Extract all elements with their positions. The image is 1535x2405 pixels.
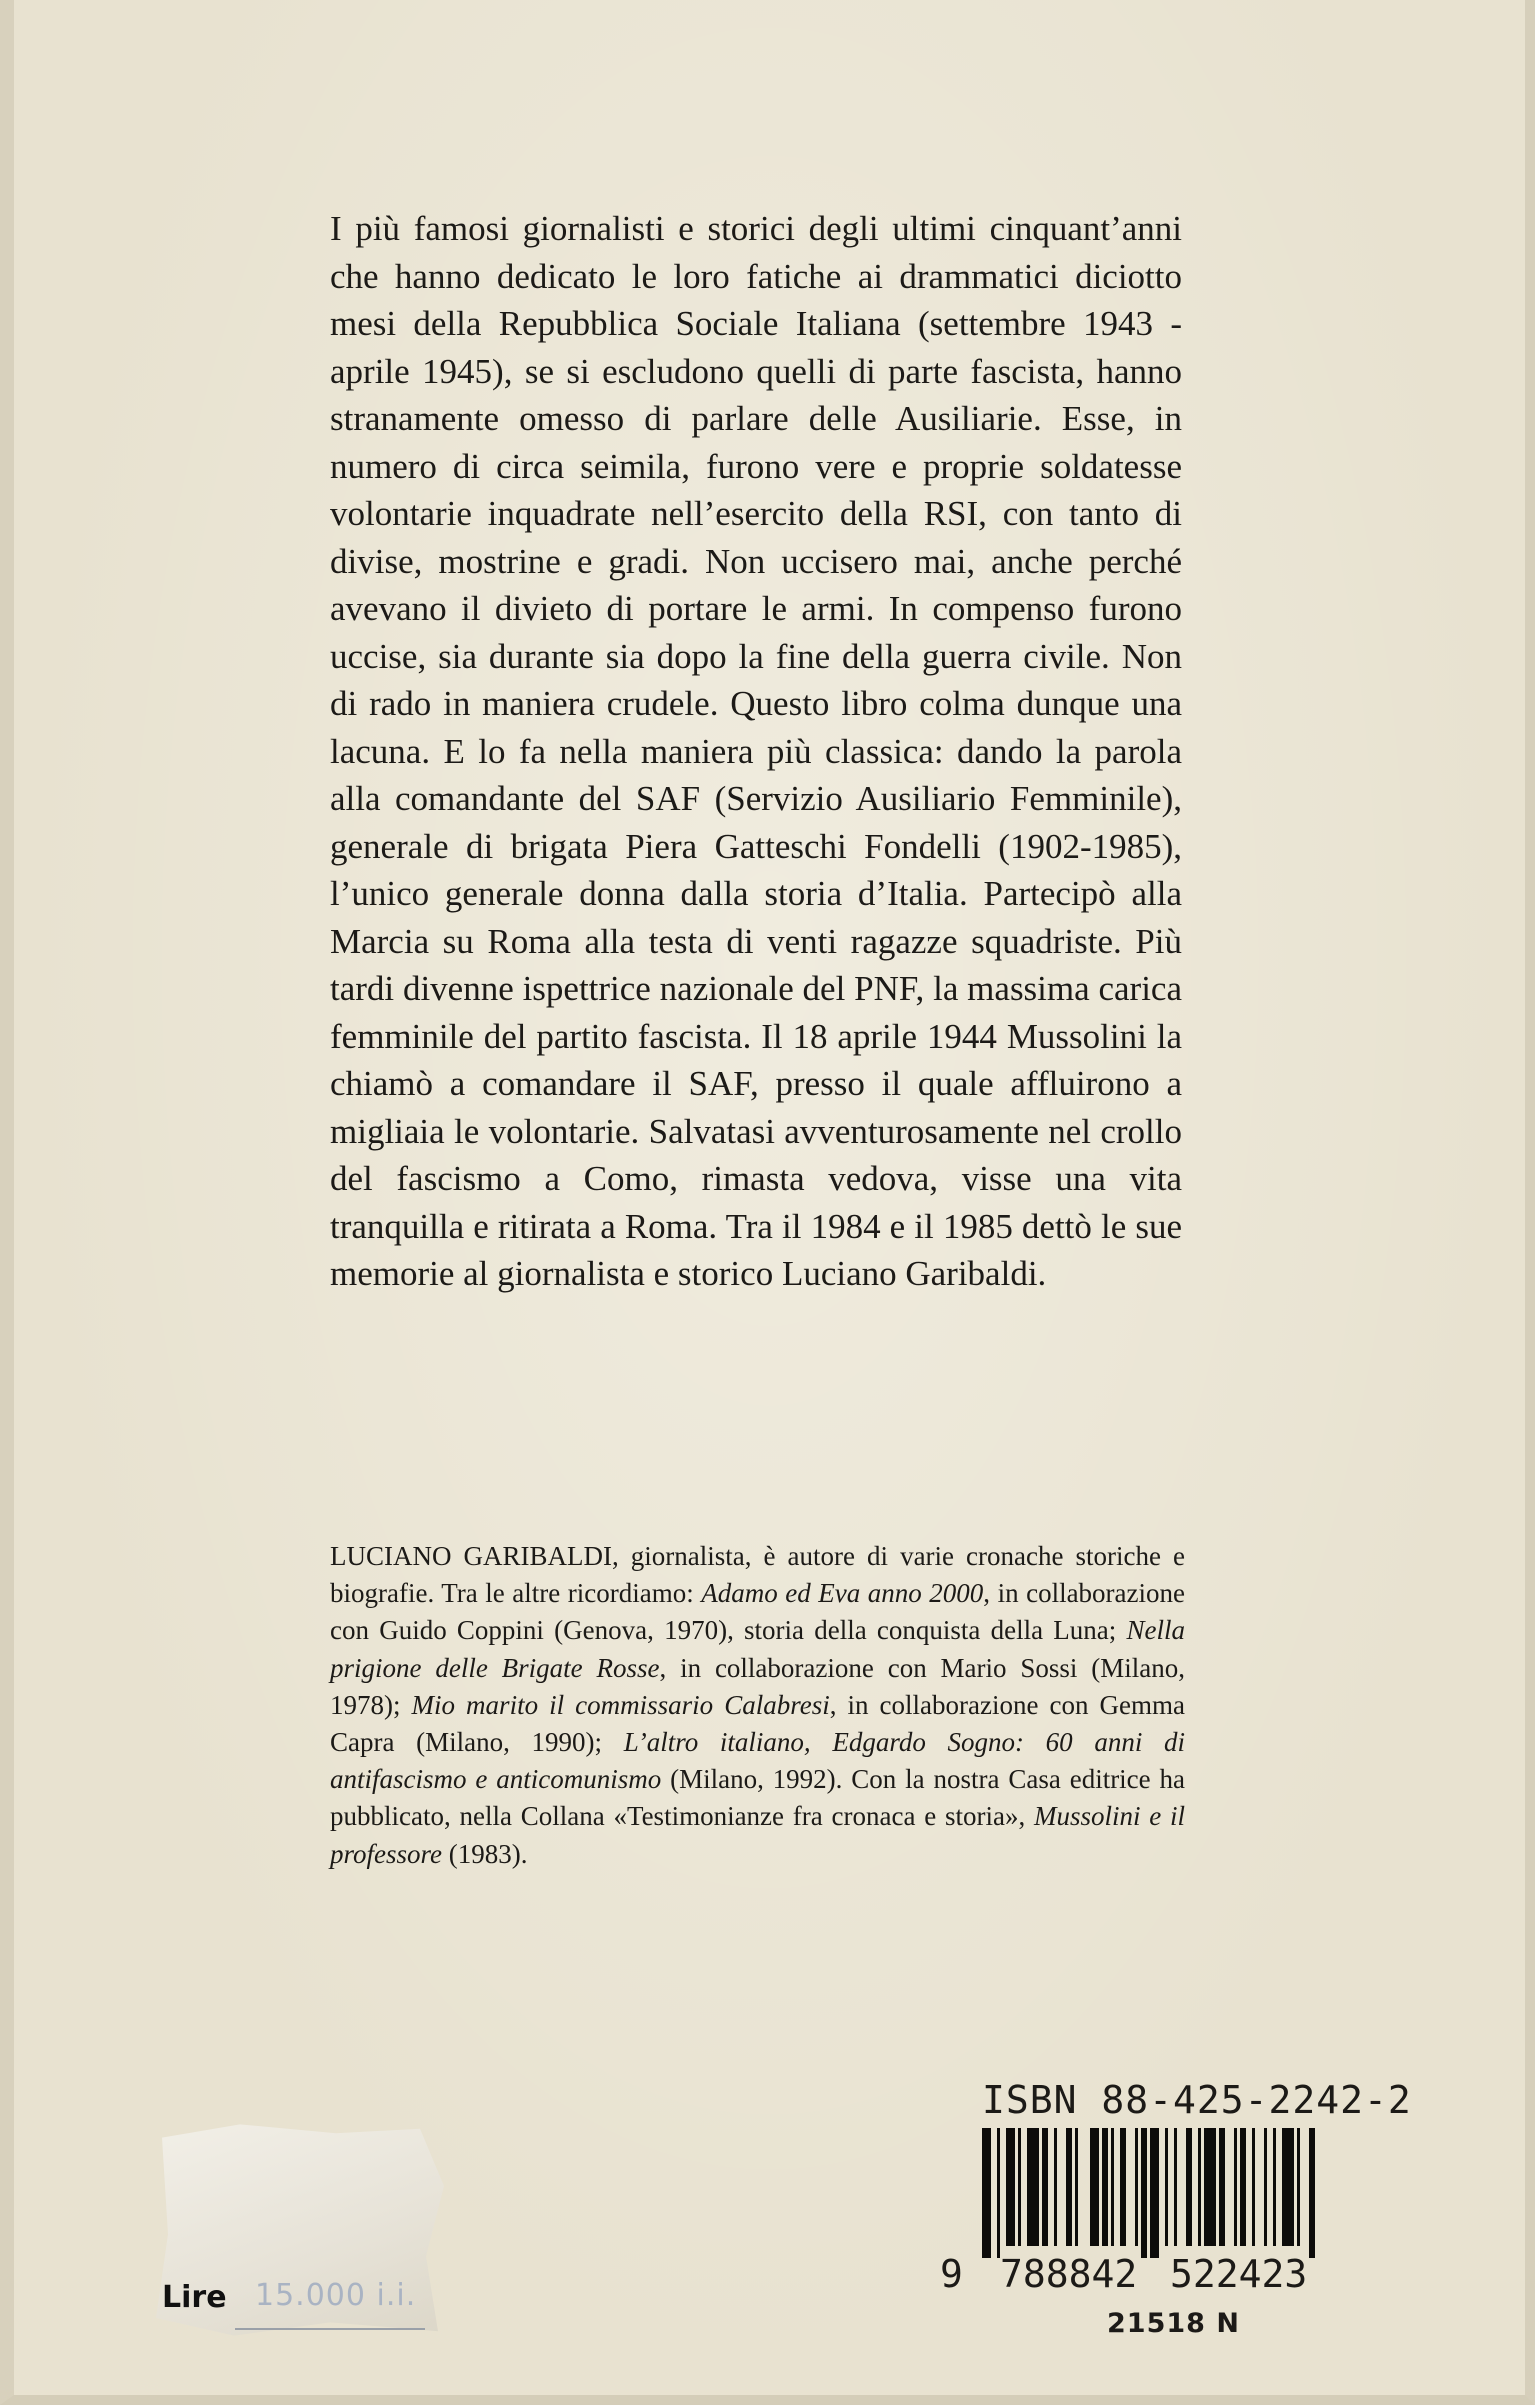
publisher-code: 21518 N (1107, 2308, 1240, 2339)
barcode-bar (1006, 2128, 1015, 2246)
barcode-bar (1219, 2128, 1225, 2246)
price-label: Lire (162, 2280, 227, 2315)
book-title: Nella prigione delle Brigate Rosse (330, 1615, 1185, 1683)
barcode-first-digit: 9 (940, 2252, 963, 2296)
barcode-bar (1240, 2128, 1246, 2246)
barcode-bar (1066, 2128, 1072, 2246)
barcode-left-digits: 788842 (1000, 2252, 1138, 2296)
barcode-bar (1141, 2128, 1147, 2258)
price-value: 15.000 i.i. (255, 2278, 417, 2313)
barcode-bar (1111, 2128, 1114, 2246)
isbn-label: ISBN 88-425-2242-2 (982, 2078, 1412, 2122)
bio-text: (Milano, 1992). Con la nostra Casa editrice ha pubblicato, nella Collana «Testimonianze fra cronaca e storia», (330, 1764, 1186, 1832)
barcode-bar (1135, 2128, 1138, 2246)
barcode-bar (1018, 2128, 1021, 2246)
barcode-bar (1252, 2128, 1255, 2246)
bio-text: (1983). (442, 1838, 528, 1869)
barcode-bar (1264, 2128, 1267, 2246)
barcode-bar (1150, 2128, 1159, 2258)
barcode-bar (1075, 2128, 1078, 2246)
barcode-bar (1120, 2128, 1126, 2246)
price-underline (235, 2328, 425, 2330)
barcode-bar (1282, 2128, 1294, 2246)
barcode-bar (1297, 2128, 1300, 2246)
bio-text: LUCIANO GARIBALDI, giornalista, è autore di varie cronache storiche e biografie. Tra le altre ricordiamo: (330, 1541, 1185, 1609)
barcode-bar (1027, 2128, 1039, 2246)
barcode-bar (1309, 2128, 1315, 2258)
author-bio (330, 1538, 1185, 1873)
barcode-bar (1204, 2128, 1216, 2246)
bio-text: , in collaborazione con Gemma Capra (Milano, 1990); (330, 1689, 1185, 1758)
barcode-bar (1198, 2128, 1201, 2246)
barcode (980, 2128, 1355, 2258)
barcode-bar (1234, 2128, 1237, 2246)
barcode-bar (1054, 2128, 1057, 2246)
barcode-bar (1090, 2128, 1099, 2246)
barcode-bar (982, 2128, 991, 2258)
bio-text: , in collaborazione con Guido Coppini (Genova, 1970), storia della conquista della Luna; (330, 1578, 1186, 1646)
barcode-right-digits: 522423 (1170, 2252, 1308, 2296)
barcode-bar (1102, 2128, 1108, 2246)
book-title: Adamo ed Eva anno 2000 (701, 1578, 984, 1609)
barcode-bar (1273, 2128, 1276, 2246)
blurb-text: I più famosi giornalisti e storici degli ultimi cinquant’anni che hanno dedicato le loro fatiche ai drammatici diciotto mesi della Repubblica Sociale Italiana (settembre 1943 - aprile 1945), se si escludono quelli di parte fascista, hanno stranamente omesso di parlare delle Ausiliarie. Esse, in numero di circa seimila, furono vere e proprie soldatesse volontarie inquadrate nell’esercito della RSI, con tanto di divise, mostrine e gradi. Non uccisero mai, anche perché avevano il divieto di portare le armi. In compenso furono uccise, sia durante sia dopo la fine della guerra civile. Non di rado in maniera crudele. Questo libro colma dunque una lacuna. E lo fa nella maniera più classica: dando la parola alla comandante del SAF (Servizio Ausiliario Femminile), generale di brigata Piera Gatteschi Fondelli (1902-1985), l’unico generale donna dalla storia d’Italia. Partecipò alla Marcia su Roma alla testa di venti ragazze squadriste. Più tardi divenne ispettrice nazionale del PNF, la massima carica femminile del partito fascista. Il 18 aprile 1944 Mussolini la chiamò a comandare il SAF, presso il quale affluirono a migliaia le volontarie. Salvatasi avventurosamente nel crollo del fascismo a Como, rimasta vedova, visse una vita tranquilla e ritirata a Roma. Tra il 1984 e il 1985 dettò le sue memorie al giornalista e storico Luciano Garibaldi. (330, 209, 1182, 1293)
barcode-bar (1186, 2128, 1192, 2246)
barcode-bar (1042, 2128, 1048, 2246)
book-title: L’altro italiano, Edgardo Sogno: 60 anni di antifascismo e anticomunismo (330, 1727, 1186, 1795)
book-title: Mussolini e il professore (330, 1801, 1185, 1869)
bio-text: , in collaborazione con Mario Sossi (Milano, 1978); (330, 1652, 1185, 1720)
barcode-bar (1174, 2128, 1177, 2246)
book-title: Mio marito il commissario Calabresi (411, 1689, 830, 1720)
barcode-bar (1165, 2128, 1168, 2246)
barcode-bar (997, 2128, 1000, 2258)
